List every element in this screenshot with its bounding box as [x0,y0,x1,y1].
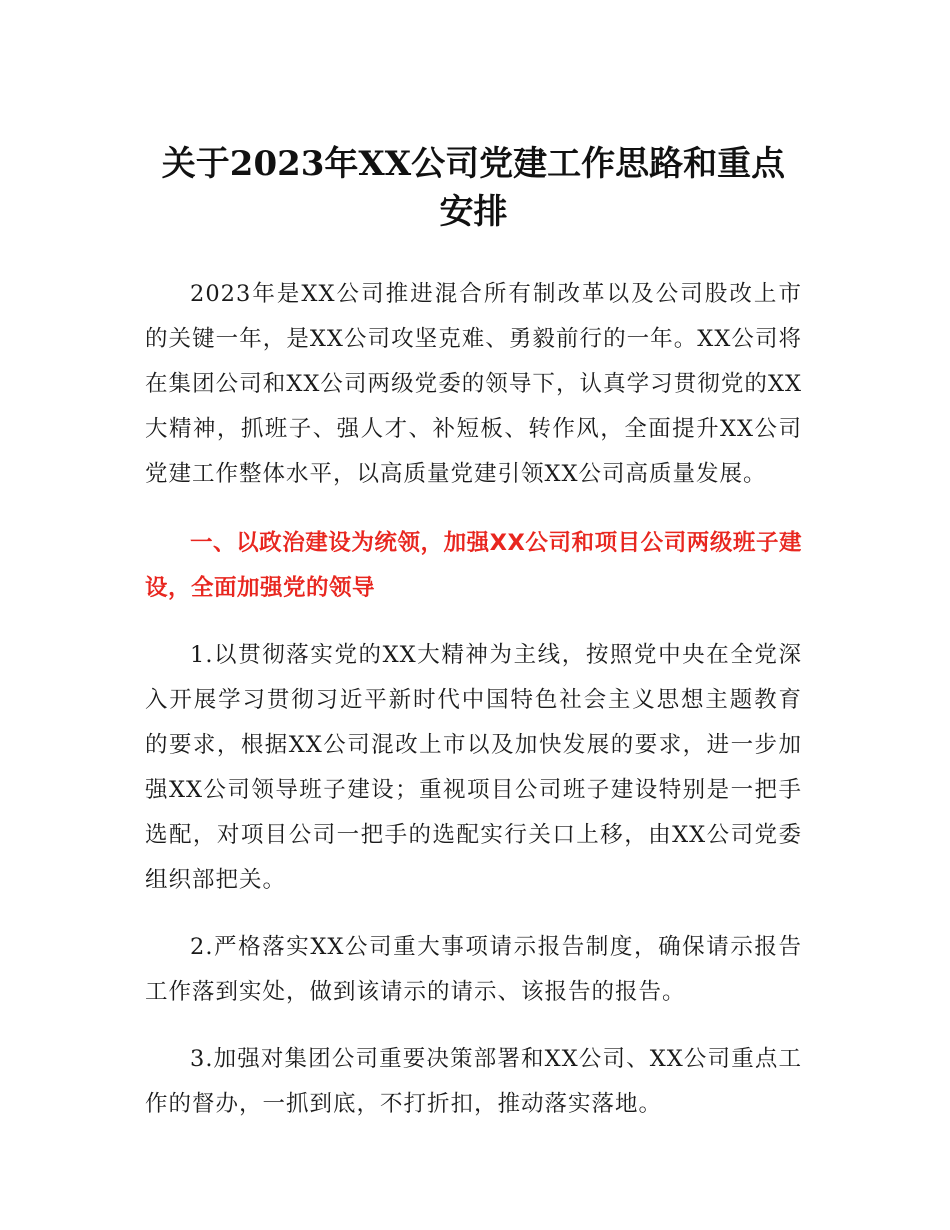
list-item-2: 2.严格落实XX公司重大事项请示报告制度，确保请示报告工作落到实处，做到该请示的请示、该报告的报告。 [145,934,802,1005]
list-item-3: 3.加强对集团公司重要决策部署和XX公司、XX公司重点工作的督办，一抓到底，不打折扣，推动落实落地。 [145,1046,802,1117]
list-item-1: 1.以贯彻落实党的XX大精神为主线，按照党中央在全党深入开展学习贯彻习近平新时代中国特色社会主义思想主题教育的要求，根据XX公司混改上市以及加快发展的要求，进一步加强XX公司领导班子建设；重视项目公司班子建设特别是一把手选配，对项目公司一把手的选配实行关口上移，由XX公司党委组织部把关。 [145,642,802,893]
document-title: 关于2023年XX公司党建工作思路和重点安排 [161,144,786,232]
intro-paragraph: 2023年是XX公司推进混合所有制改革以及公司股改上市的关键一年，是XX公司攻坚克难、勇毅前行的一年。XX公司将在集团公司和XX公司两级党委的领导下，认真学习贯彻党的XX大精神，抓班子、强人才、补短板、转作风，全面提升XX公司党建工作整体水平，以高质量党建引领XX公司高质量发展。 [145,281,802,487]
section-heading-1: 一、以政治建设为统领，加强XX公司和项目公司两级班子建设，全面加强党的领导 [145,530,802,601]
